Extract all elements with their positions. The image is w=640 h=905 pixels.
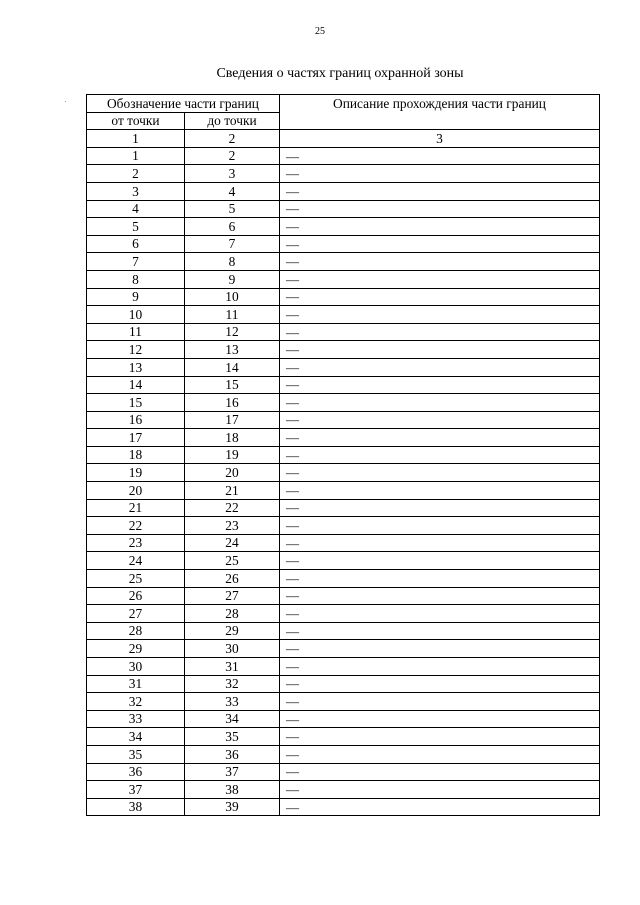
table-row	[87, 605, 600, 623]
from-point-cell: 1	[87, 147, 185, 165]
description-cell: —	[280, 517, 600, 535]
description-cell: —	[280, 446, 600, 464]
to-point-cell: 10	[185, 288, 280, 306]
table-row	[87, 570, 600, 588]
to-point-cell: 7	[185, 235, 280, 253]
description-cell: —	[280, 570, 600, 588]
from-point-cell: 11	[87, 323, 185, 341]
to-point-cell: 36	[185, 745, 280, 763]
table-row	[87, 235, 600, 253]
from-point-cell: 19	[87, 464, 185, 482]
from-point-cell: 37	[87, 781, 185, 799]
to-point-cell: 34	[185, 710, 280, 728]
from-point-cell: 20	[87, 482, 185, 500]
from-point-cell: 33	[87, 710, 185, 728]
table-row	[87, 693, 600, 711]
description-cell: —	[280, 218, 600, 236]
table-row	[87, 517, 600, 535]
table-row	[87, 147, 600, 165]
description-cell: —	[280, 182, 600, 200]
from-point-cell: 22	[87, 517, 185, 535]
table-row	[87, 411, 600, 429]
description-cell: —	[280, 253, 600, 271]
table-row	[87, 482, 600, 500]
table-row	[87, 552, 600, 570]
from-point-cell: 21	[87, 499, 185, 517]
description-cell: —	[280, 658, 600, 676]
table-row	[87, 728, 600, 746]
description-cell: —	[280, 411, 600, 429]
description-cell: —	[280, 728, 600, 746]
to-point-cell: 12	[185, 323, 280, 341]
to-point-cell: 19	[185, 446, 280, 464]
description-cell: —	[280, 640, 600, 658]
description-cell: —	[280, 358, 600, 376]
description-cell: —	[280, 323, 600, 341]
table-row	[87, 270, 600, 288]
from-point-cell: 24	[87, 552, 185, 570]
description-cell: —	[280, 798, 600, 816]
description-cell: —	[280, 376, 600, 394]
to-point-cell: 33	[185, 693, 280, 711]
from-point-cell: 3	[87, 182, 185, 200]
to-point-cell: 18	[185, 429, 280, 447]
from-point-cell: 30	[87, 658, 185, 676]
to-point-cell: 31	[185, 658, 280, 676]
table-row	[87, 165, 600, 183]
from-point-cell: 6	[87, 235, 185, 253]
table-row	[87, 675, 600, 693]
table-row	[87, 358, 600, 376]
from-point-cell: 14	[87, 376, 185, 394]
from-point-cell: 26	[87, 587, 185, 605]
from-point-cell: 29	[87, 640, 185, 658]
from-point-cell: 28	[87, 622, 185, 640]
from-point-cell: 9	[87, 288, 185, 306]
to-point-cell: 30	[185, 640, 280, 658]
to-point-cell: 5	[185, 200, 280, 218]
to-point-cell: 4	[185, 182, 280, 200]
from-point-cell: 34	[87, 728, 185, 746]
document-title: Сведения о частях границ охранной зоны	[216, 66, 464, 81]
to-point-cell: 23	[185, 517, 280, 535]
from-point-cell: 27	[87, 605, 185, 623]
description-cell: —	[280, 270, 600, 288]
from-point-cell: 16	[87, 411, 185, 429]
description-cell: —	[280, 288, 600, 306]
table-row	[87, 218, 600, 236]
to-point-cell: 21	[185, 482, 280, 500]
table-body	[87, 147, 600, 816]
description-cell: —	[280, 552, 600, 570]
table-row	[87, 798, 600, 816]
to-point-cell: 24	[185, 534, 280, 552]
from-point-cell: 31	[87, 675, 185, 693]
to-point-cell: 2	[185, 147, 280, 165]
table-row	[87, 781, 600, 799]
table-row	[87, 182, 600, 200]
index-cell: 2	[185, 130, 280, 148]
margin-mark	[65, 101, 66, 102]
description-cell: —	[280, 147, 600, 165]
table-row	[87, 306, 600, 324]
description-cell: —	[280, 587, 600, 605]
to-point-cell: 37	[185, 763, 280, 781]
table-row	[87, 341, 600, 359]
to-point-cell: 11	[185, 306, 280, 324]
to-point-cell: 39	[185, 798, 280, 816]
description-cell: —	[280, 306, 600, 324]
table-row	[87, 622, 600, 640]
from-point-cell: 12	[87, 341, 185, 359]
description-cell: —	[280, 622, 600, 640]
from-point-cell: 38	[87, 798, 185, 816]
description-cell: —	[280, 745, 600, 763]
table-row	[87, 499, 600, 517]
description-cell: —	[280, 341, 600, 359]
to-point-cell: 16	[185, 394, 280, 412]
description-cell: —	[280, 693, 600, 711]
to-point-cell: 15	[185, 376, 280, 394]
from-point-cell: 25	[87, 570, 185, 588]
from-point-cell: 4	[87, 200, 185, 218]
table-row	[87, 745, 600, 763]
header-description: Описание прохождения части границ	[280, 95, 600, 130]
to-point-cell: 14	[185, 358, 280, 376]
to-point-cell: 28	[185, 605, 280, 623]
description-cell: —	[280, 675, 600, 693]
table-row	[87, 587, 600, 605]
description-cell: —	[280, 710, 600, 728]
from-point-cell: 7	[87, 253, 185, 271]
from-point-cell: 5	[87, 218, 185, 236]
to-point-cell: 35	[185, 728, 280, 746]
description-cell: —	[280, 482, 600, 500]
description-cell: —	[280, 763, 600, 781]
description-cell: —	[280, 165, 600, 183]
description-cell: —	[280, 781, 600, 799]
to-point-cell: 17	[185, 411, 280, 429]
table-row	[87, 394, 600, 412]
from-point-cell: 2	[87, 165, 185, 183]
description-cell: —	[280, 499, 600, 517]
table-row	[87, 376, 600, 394]
description-cell: —	[280, 394, 600, 412]
table-row	[87, 464, 600, 482]
table-row	[87, 710, 600, 728]
description-cell: —	[280, 235, 600, 253]
table-row	[87, 253, 600, 271]
table-row	[87, 429, 600, 447]
table-row	[87, 288, 600, 306]
from-point-cell: 35	[87, 745, 185, 763]
to-point-cell: 27	[185, 587, 280, 605]
index-cell: 1	[87, 130, 185, 148]
from-point-cell: 15	[87, 394, 185, 412]
to-point-cell: 38	[185, 781, 280, 799]
to-point-cell: 29	[185, 622, 280, 640]
from-point-cell: 18	[87, 446, 185, 464]
to-point-cell: 13	[185, 341, 280, 359]
to-point-cell: 9	[185, 270, 280, 288]
to-point-cell: 25	[185, 552, 280, 570]
to-point-cell: 6	[185, 218, 280, 236]
table-row	[87, 640, 600, 658]
from-point-cell: 8	[87, 270, 185, 288]
table-row	[87, 534, 600, 552]
description-cell: —	[280, 534, 600, 552]
table-row	[87, 323, 600, 341]
header-from-point: от точки	[87, 112, 185, 130]
to-point-cell: 3	[185, 165, 280, 183]
table-header-row	[87, 95, 600, 113]
from-point-cell: 23	[87, 534, 185, 552]
page-number: 25	[315, 26, 325, 37]
to-point-cell: 22	[185, 499, 280, 517]
table-row	[87, 200, 600, 218]
header-boundary-designation: Обозначение части границ	[87, 95, 280, 113]
description-cell: —	[280, 200, 600, 218]
from-point-cell: 32	[87, 693, 185, 711]
description-cell: —	[280, 605, 600, 623]
from-point-cell: 36	[87, 763, 185, 781]
to-point-cell: 26	[185, 570, 280, 588]
table-row	[87, 658, 600, 676]
table-index-row	[87, 130, 600, 148]
description-cell: —	[280, 429, 600, 447]
index-cell: 3	[280, 130, 600, 148]
from-point-cell: 13	[87, 358, 185, 376]
from-point-cell: 10	[87, 306, 185, 324]
boundary-parts-table	[86, 94, 600, 816]
table-row	[87, 763, 600, 781]
table-row	[87, 446, 600, 464]
to-point-cell: 32	[185, 675, 280, 693]
to-point-cell: 8	[185, 253, 280, 271]
to-point-cell: 20	[185, 464, 280, 482]
from-point-cell: 17	[87, 429, 185, 447]
description-cell: —	[280, 464, 600, 482]
header-to-point: до точки	[185, 112, 280, 130]
